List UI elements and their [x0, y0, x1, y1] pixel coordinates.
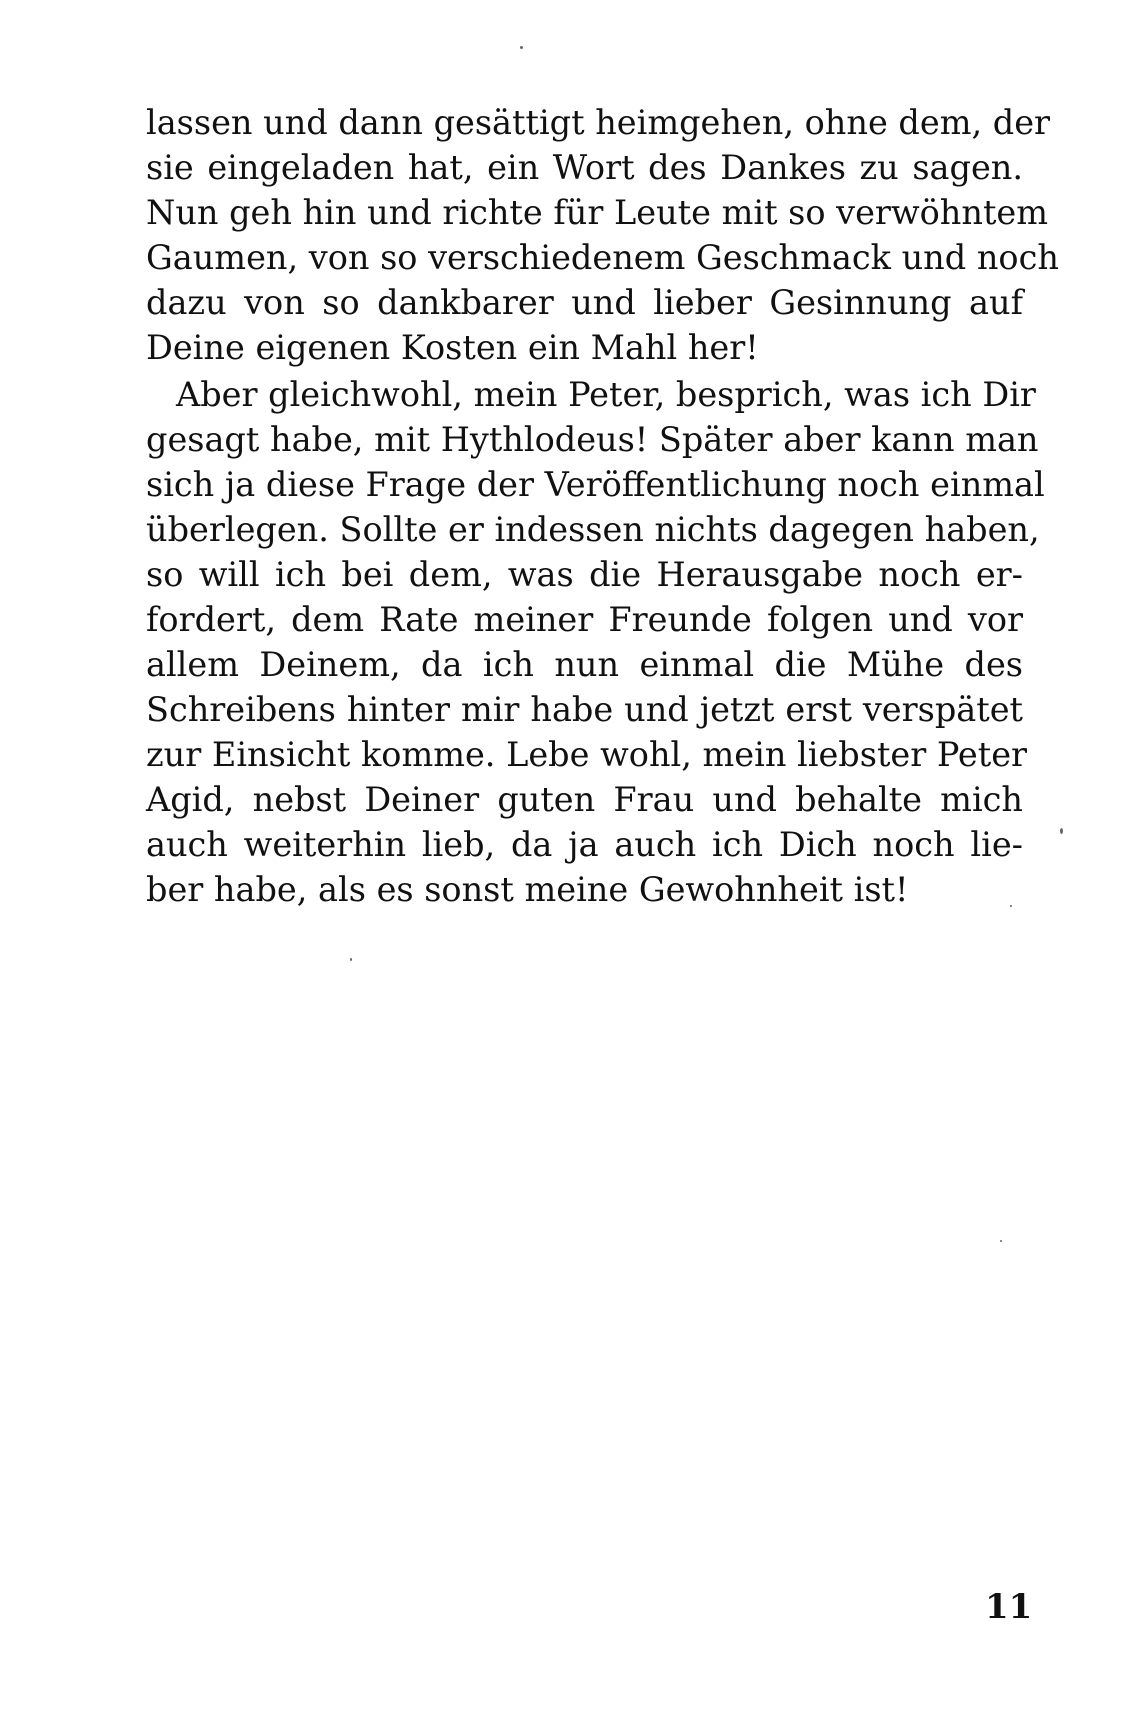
text-line: Aber gleichwohl, mein Peter, besprich, was ich Dir [176, 375, 1036, 414]
text-line: ber habe, als es sonst meine Gewohnheit ist! [146, 870, 909, 909]
scan-speck [1010, 905, 1012, 907]
text-line: gesagt habe, mit Hythlodeus! Später aber kann man [146, 420, 1039, 459]
scan-speck [1000, 1240, 1002, 1242]
text-line: Deine eigenen Kosten ein Mahl her! [146, 328, 759, 367]
text-line: so will ich bei dem, was die Herausgabe noch er- [146, 555, 1023, 594]
paragraph-2 [146, 372, 1045, 912]
text-line: fordert, dem Rate meiner Freunde folgen und vor [146, 600, 1023, 639]
text-line: überlegen. Sollte er indessen nichts dagegen haben, [146, 510, 1040, 549]
scan-speck [520, 46, 523, 49]
text-line: Agid, nebst Deiner guten Frau und behalte mich [146, 780, 1023, 819]
page-number: 11 [985, 1587, 1033, 1627]
text-line: Nun geh hin und richte für Leute mit so verwöhntem [146, 193, 1048, 232]
text-line: Schreibens hinter mir habe und jetzt erst verspätet [146, 690, 1023, 729]
text-line: auch weiterhin lieb, da ja auch ich Dich noch lie- [146, 825, 1023, 864]
text-line: dazu von so dankbarer und lieber Gesinnung auf [146, 283, 1023, 322]
body-text [146, 100, 1059, 912]
scan-speck [350, 958, 352, 961]
text-line: allem Deinem, da ich nun einmal die Mühe des [146, 645, 1023, 684]
scan-speck [1060, 828, 1063, 834]
text-line: sie eingeladen hat, ein Wort des Dankes zu sagen. [146, 148, 1023, 187]
text-line: sich ja diese Frage der Veröffentlichung noch einmal [146, 465, 1045, 504]
paragraph-1 [146, 100, 1059, 370]
text-line: Gaumen, von so verschiedenem Geschmack und noch [146, 238, 1059, 277]
text-line: lassen und dann gesättigt heimgehen, ohne dem, der [146, 103, 1051, 142]
text-line: zur Einsicht komme. Lebe wohl, mein liebster Peter [146, 735, 1028, 774]
